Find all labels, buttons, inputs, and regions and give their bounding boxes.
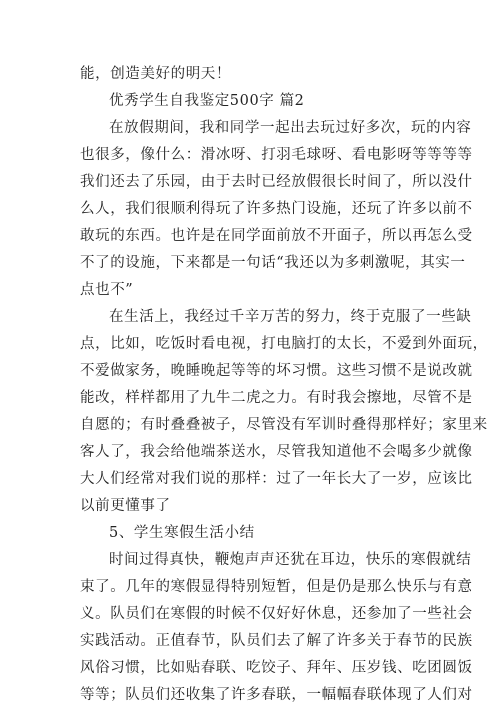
text-line: 等等；队员们还收集了许多春联，一幅幅春联体现了人们对 (80, 687, 473, 703)
text-line: 我们还去了乐园，由于去时已经放假很长时间了，所以没什 (80, 174, 473, 190)
text-line: 点，比如，吃饭时看电视，打电脑打的太长，不爱到外面玩， (80, 336, 488, 352)
text-line: 点也不” (80, 282, 134, 298)
section-heading: 5、学生寒假生活小结 (109, 525, 255, 541)
text-line: 不爱做家务，晚睡晚起等等的坏习惯。这些习惯不是说改就 (80, 363, 473, 379)
text-line: 自愿的；有时叠叠被子，尽管没有军训时叠得那样好；家里来 (80, 417, 488, 433)
text-line: 以前更懂事了 (80, 498, 171, 514)
text-line: 义。队员们在寒假的时候不仅好好休息，还参加了一些社会 (80, 606, 473, 622)
text-line: 也很多，像什么：滑冰呀、打羽毛球呀、看电影呀等等等等 (80, 147, 473, 163)
text-line: 大人们经常对我们说的那样：过了一年长大了一岁，应该比 (80, 471, 473, 487)
text-line: 能，创造美好的明天！ (80, 66, 231, 82)
text-line: 风俗习惯，比如贴春联、吃饺子、拜年、压岁钱、吃团圆饭 (80, 660, 473, 676)
text-line: 能改，样样都用了九牛二虎之力。有时我会擦地，尽管不是 (80, 390, 473, 406)
text-line: 不了的设施，下来都是一句话“我还以为多刺激呢，其实一 (80, 255, 466, 271)
section-heading: 优秀学生自我鉴定500字 篇2 (109, 93, 305, 109)
paragraph-first-line: 时间过得真快，鞭炮声声还犹在耳边，快乐的寒假就结 (109, 552, 472, 568)
text-line: 实践活动。正值春节，队员们去了解了许多关于春节的民族 (80, 633, 473, 649)
text-line: 么人，我们很顺利得玩了许多热门设施，还玩了许多以前不 (80, 201, 473, 217)
text-line: 敢玩的东西。也许是在同学面前放不开面子，所以再怎么受 (80, 228, 473, 244)
paragraph-first-line: 在放假期间，我和同学一起出去玩过好多次，玩的内容 (109, 120, 472, 136)
text-line: 客人了，我会给他端茶送水，尽管我知道他不会喝多少就像 (80, 444, 473, 460)
text-line: 束了。几年的寒假显得特别短暂，但是仍是那么快乐与有意 (80, 579, 473, 595)
paragraph-first-line: 在生活上，我经过千辛万苦的努力，终于克服了一些缺 (109, 309, 472, 325)
